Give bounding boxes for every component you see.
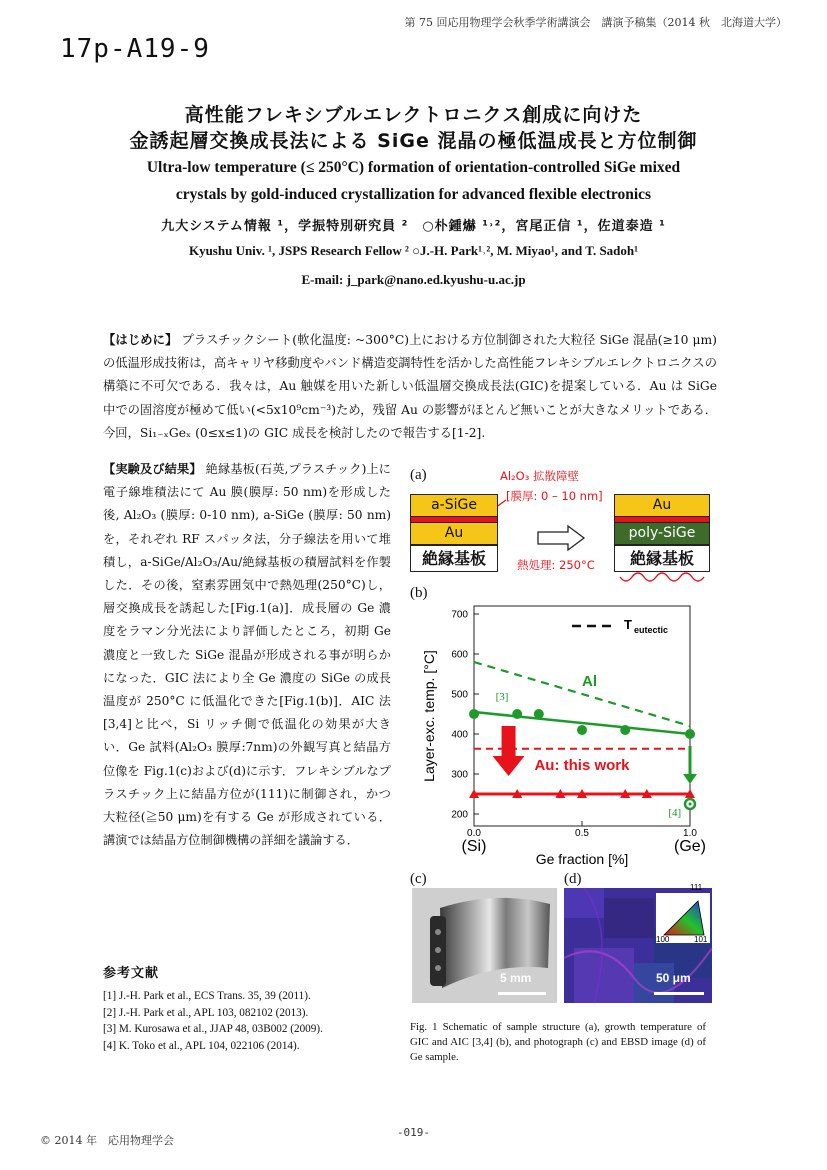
y-tick-label: 500 (451, 689, 468, 701)
x-tick-label: 0.0 (467, 828, 481, 839)
x-tick-label: 0.5 (575, 828, 589, 839)
ebsd-image (564, 883, 712, 1003)
legend-eutectic-label: T (624, 617, 632, 632)
x-axis-label: Ge fraction [%] (535, 851, 629, 867)
panel-b-label: (b) (410, 585, 428, 601)
intro-tag: 【はじめに】 (103, 333, 178, 347)
al-series-label: Al (582, 673, 597, 690)
y-tick-label: 200 (451, 809, 468, 821)
intro-paragraph (103, 329, 717, 445)
ipf-101-label: 101 (694, 935, 708, 944)
photo-scale-label: 5 mm (500, 971, 532, 985)
flexible-wave-icon (618, 573, 704, 587)
temperature-drop-arrow-icon (493, 726, 525, 776)
page-number: -019- (396, 1126, 431, 1139)
references-list (103, 988, 323, 1054)
al-data-point (469, 709, 479, 719)
ebsd-scale-bar (654, 992, 704, 995)
ipf-legend (656, 883, 710, 944)
barrier-thickness: [膜厚: 0 – 10 nm] (506, 489, 603, 503)
x-tick-label: 1.0 (683, 828, 697, 839)
ipf-100-label: 100 (656, 935, 670, 944)
layer-poly-sige: poly-SiGe (614, 522, 710, 545)
references-heading: 参考文献 (103, 966, 160, 981)
ebsd-scale-label: 50 μm (656, 971, 691, 985)
layer-au-right: Au (614, 494, 710, 517)
x-end-label-ge: (Ge) (674, 838, 706, 855)
intro-text: プラスチックシート(軟化温度: ~300°C)上における方位制御された大粒径 SiGe 混晶(≥10 μm)の低温形成技術は，高キャリヤ移動度やバンド構造変調特性を活かした高性能フレキシブルエレクトロニクスの構築に不可欠である．我々は，Au 触媒を用いた新しい低温層交換成長法(GIC)を提案している．Au は SiGe 中での固溶度が極めて低い(<5x10⁹cm⁻³)ため，残留 Au の影響がほとんど無いことが大きなメリットである．今回，Si₁₋ₓGeₓ (0≤x≤1)の GIC 成長を検討したので報告する[1-2]. (103, 333, 717, 440)
y-tick-label: 300 (451, 769, 468, 781)
results-text: 絶縁基板(石英,プラスチック)上に電子線堆積法にて Au 膜(膜厚: 50 nm)を形成した後, Al₂O₃ (膜厚: 0-10 nm), a-SiGe (膜厚: 50 nm)を，それぞれ RF スパッタ法，分子線法を用いて堆積し，a-SiGe/Al₂O₃/Au/絶縁基板の積層試料を作製した．その後，窒素雰囲気中で熱処理(250°C)し，層交換成長を誘起した[Fig.1(a)]．成長層の Ge 濃度をラマン分光法により評価したところ，初期 Ge 濃度と一致した SiGe 混晶が形成される事が明らかになった．GIC 法により全 Ge 濃度の SiGe の成長温度が 250°C に低温化できた[Fig.1(b)]．AIC 法[3,4]と比べ，Si リッチ側で低温化の効果が大きい．Ge 試料(Al₂O₃ 膜厚:7nm)の外観写真と結晶方位像を Fig.1(c)および(d)に示す．フレキシブルなプラスチック上に結晶方位が(111)に制御され，かつ大粒径(≧50 μm)を有する Ge が形成されている．講演では結晶方位制御機構の詳細を議論する． (103, 462, 391, 848)
sample-photograph (412, 888, 557, 1003)
photo-scale-bar (498, 992, 546, 995)
authors-jp: 九大システム情報 ¹，学振特別研究員 ² ○朴鍾爀 ¹˒²，宮尾正信 ¹，佐道泰造 ¹ (161, 219, 666, 234)
title-en-line2: crystals by gold-induced crystallization for advanced flexible electronics (175, 186, 652, 203)
title-en-line1: Ultra-low temperature (≤ 250°C) formation of orientation-controlled SiGe mixed (146, 159, 681, 176)
process-arrow-icon (536, 525, 586, 551)
y-tick-label: 400 (451, 729, 468, 741)
green-arrow-head-icon (683, 774, 697, 784)
authors-en: Kyushu Univ. ¹, JSPS Research Fellow ² ○J.-H. Park¹˒², M. Miyao¹, and T. Sadoh¹ (188, 243, 639, 258)
al-data-point (620, 725, 630, 735)
al-data-point (685, 729, 695, 739)
conference-header: 第 75 回応用物理学会秋季学術講演会 講演予稿集（2014 秋 北海道大学） (404, 16, 787, 29)
reference-item: [1] J.-H. Park et al., ECS Trans. 35, 39 (2011). (103, 990, 311, 1002)
barrier-label: Al₂O₃ 拡散障壁 (500, 469, 579, 483)
panel-c-label: (c) (410, 871, 427, 887)
panel-d-label: (d) (564, 871, 582, 887)
growth-temp-chart (410, 598, 710, 870)
au-series-label: Au: this work (534, 757, 630, 774)
y-tick-label: 700 (451, 609, 468, 621)
ref4-label: [4] (668, 807, 682, 819)
al-data-point (512, 709, 522, 719)
legend-eutectic-subscript: eutectic (634, 625, 669, 635)
al-data-point (534, 709, 544, 719)
ref4-data-point-center (689, 803, 692, 806)
author-email: E-mail: j_park@nano.ed.kyushu-u.ac.jp (301, 272, 526, 287)
reference-item: [2] J.-H. Park et al., APL 103, 082102 (2013). (103, 1006, 309, 1019)
layer-substrate-right: 絶縁基板 (614, 545, 710, 572)
layer-au-left: Au (410, 522, 498, 545)
ref3-label: [3] (495, 691, 509, 703)
panel-a-label: (a) (410, 467, 427, 483)
layer-substrate-left: 絶縁基板 (410, 545, 498, 572)
ipf-111-label: 111 (690, 883, 703, 892)
reference-item: [3] M. Kurosawa et al., JJAP 48, 03B002 (2009). (103, 1023, 323, 1035)
copyright: © 2014 年 応用物理学会 (40, 1134, 174, 1147)
reference-item: [4] K. Toko et al., APL 104, 022106 (2014). (103, 1039, 300, 1052)
al-data-point (577, 725, 587, 735)
paper-id: 17p-A19-9 (60, 34, 210, 64)
y-tick-label: 600 (451, 649, 468, 661)
figure-caption: Fig. 1 Schematic of sample structure (a), growth temperature of GIC and AIC [3,4] (b), and photograph (c) and EBSD image (d) of Ge sample. (410, 1021, 706, 1063)
results-tag: 【実験及び結果】 (103, 462, 202, 476)
layer-a-sige: a-SiGe (410, 494, 498, 517)
anneal-label: 熱処理: 250°C (517, 558, 595, 572)
x-end-label-si: (Si) (461, 838, 487, 855)
flexible-sample-image (412, 888, 557, 1003)
results-paragraph (103, 458, 391, 852)
title-jp-line2: 金誘起層交換成長法による SiGe 混晶の極低温成長と方位制御 (129, 130, 698, 152)
title-jp-line1: 高性能フレキシブルエレクトロニクス創成に向けた (184, 104, 643, 126)
y-axis-label: Layer-exc. temp. [°C] (421, 650, 437, 782)
